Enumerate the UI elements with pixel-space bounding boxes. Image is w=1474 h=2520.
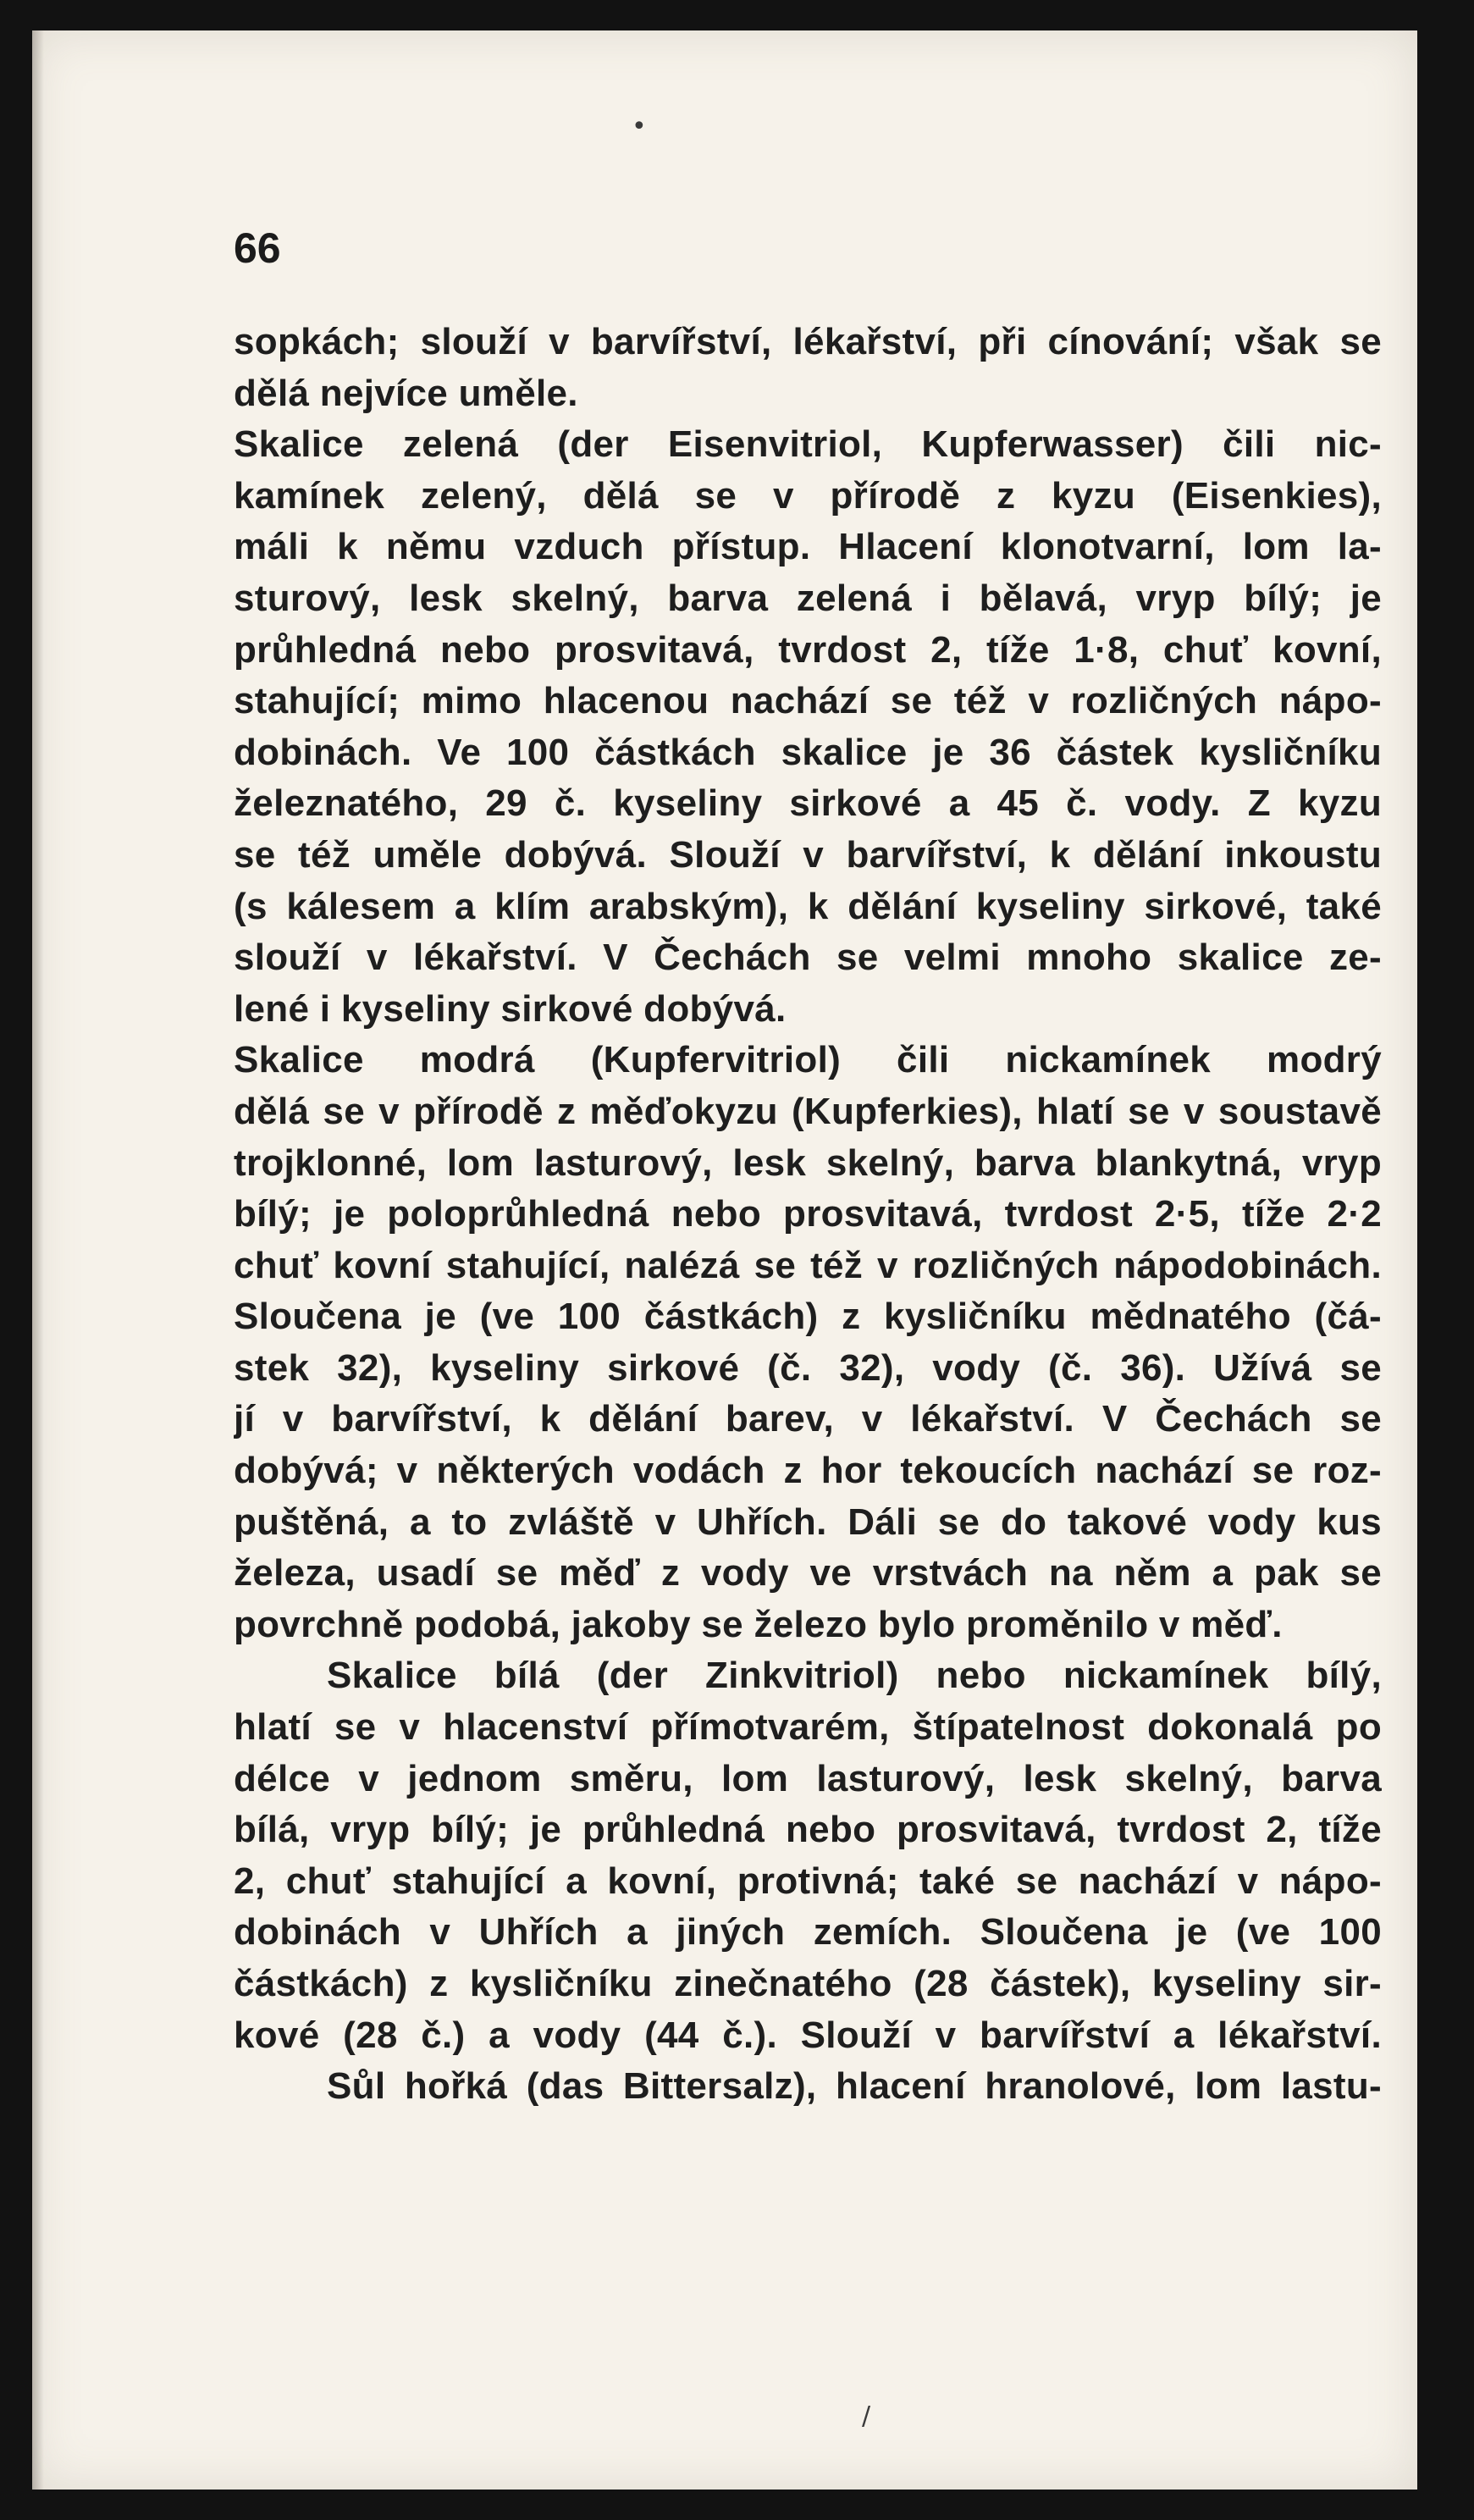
text-line: hlatí se v hlacenství přímotvarém, štípatelnost dokonalá po [234,1706,1382,1749]
text-line: Sloučena je (ve 100 částkách) z kysličníku mědnatého (čá- [234,1296,1382,1338]
text-line: dobývá; v některých vodách z hor tekoucích nachází se roz- [234,1450,1382,1492]
scan-shadow-edge [32,30,44,2490]
text-line: puštěná, a to zvláště v Uhřích. Dáli se do takové vody kus [234,1500,1382,1543]
text-line: povrchně podobá, jakoby se železo bylo proměnilo v měď. [234,1603,1283,1645]
page-number: 66 [234,224,281,272]
text-line: částkách) z kysličníku zinečnatého (28 částek), kyseliny sir- [234,1963,1382,2004]
text-line: trojklonné, lom lasturový, lesk skelný, barva blankytná, vryp [234,1141,1382,1184]
text-line: (s kálesem a klím arabským), k dělání kyseliny sirkové, také [234,885,1382,927]
text-line: železa, usadí se měď z vody ve vrstvách na něm a pak se [234,1552,1382,1594]
text-line: máli k němu vzduch přístup. Hlacení klonotvarní, lom la- [234,526,1382,568]
scanned-page [32,30,1417,2490]
text-line: dělá se v přírodě z měďokyzu (Kupferkies), hlatí se v soustavě [234,1090,1382,1132]
text-line: dobinách. Ve 100 částkách skalice je 36 částek kysličníku [234,731,1382,773]
text-line: stek 32), kyseliny sirkové (č. 32), vody (č. 36). Užívá se [234,1346,1382,1389]
scan-speck: • [632,112,647,141]
text-line: Skalice bílá (der Zinkvitriol) nebo nickamínek bílý, [327,1655,1382,1697]
text-line: bílý; je poloprůhledná nebo prosvitavá, tvrdost 2·5, tíže 2·2 [234,1193,1382,1235]
text-line: se též uměle dobývá. Slouží v barvířství, k dělání inkoustu [234,833,1382,876]
text-line: Skalice zelená (der Eisenvitriol, Kupferwasser) čili nic- [234,423,1382,466]
text-line: chuť kovní stahující, nalézá se též v rozličných nápodobinách. [234,1244,1382,1286]
text-line: délce v jednom směru, lom lasturový, lesk skelný, barva [234,1757,1382,1799]
text-line: sturový, lesk skelný, barva zelená i bělavá, vryp bílý; je [234,577,1382,619]
text-line: železnatého, 29 č. kyseliny sirkové a 45 č. vody. Z kyzu [234,782,1382,825]
text-line: slouží v lékařství. V Čechách se velmi mnoho skalice ze- [234,937,1382,979]
text-line: stahující; mimo hlacenou nachází se též v rozličných nápo- [234,680,1382,722]
body-text [234,317,1382,2113]
text-line: sopkách; slouží v barvířství, lékařství, při cínování; však se [234,321,1382,362]
text-line: Sůl hořká (das Bittersalz), hlacení hranolové, lom lastu- [327,2065,1382,2108]
text-line: jí v barvířství, k dělání barev, v lékařství. V Čechách se [234,1398,1382,1440]
text-line: dobinách v Uhřích a jiných zemích. Sloučena je (ve 100 [234,1911,1382,1954]
text-line: bílá, vryp bílý; je průhledná nebo prosvitavá, tvrdost 2, tíže [234,1809,1382,1851]
text-line: kové (28 č.) a vody (44 č.). Slouží v barvířství a lékařství. [234,2014,1382,2056]
text-line: dělá nejvíce uměle. [234,372,578,414]
text-line: Skalice modrá (Kupfervitriol) čili nickamínek modrý [234,1039,1382,1081]
text-line: průhledná nebo prosvitavá, tvrdost 2, tíže 1·8, chuť kovní, [234,628,1382,671]
text-line: 2, chuť stahující a kovní, protivná; také se nachází v nápo- [234,1860,1382,1902]
text-line: lené i kyseliny sirkové dobývá. [234,987,787,1030]
text-line: kamínek zelený, dělá se v přírodě z kyzu (Eisenkies), [234,474,1382,517]
scan-mark: / [862,2401,871,2431]
